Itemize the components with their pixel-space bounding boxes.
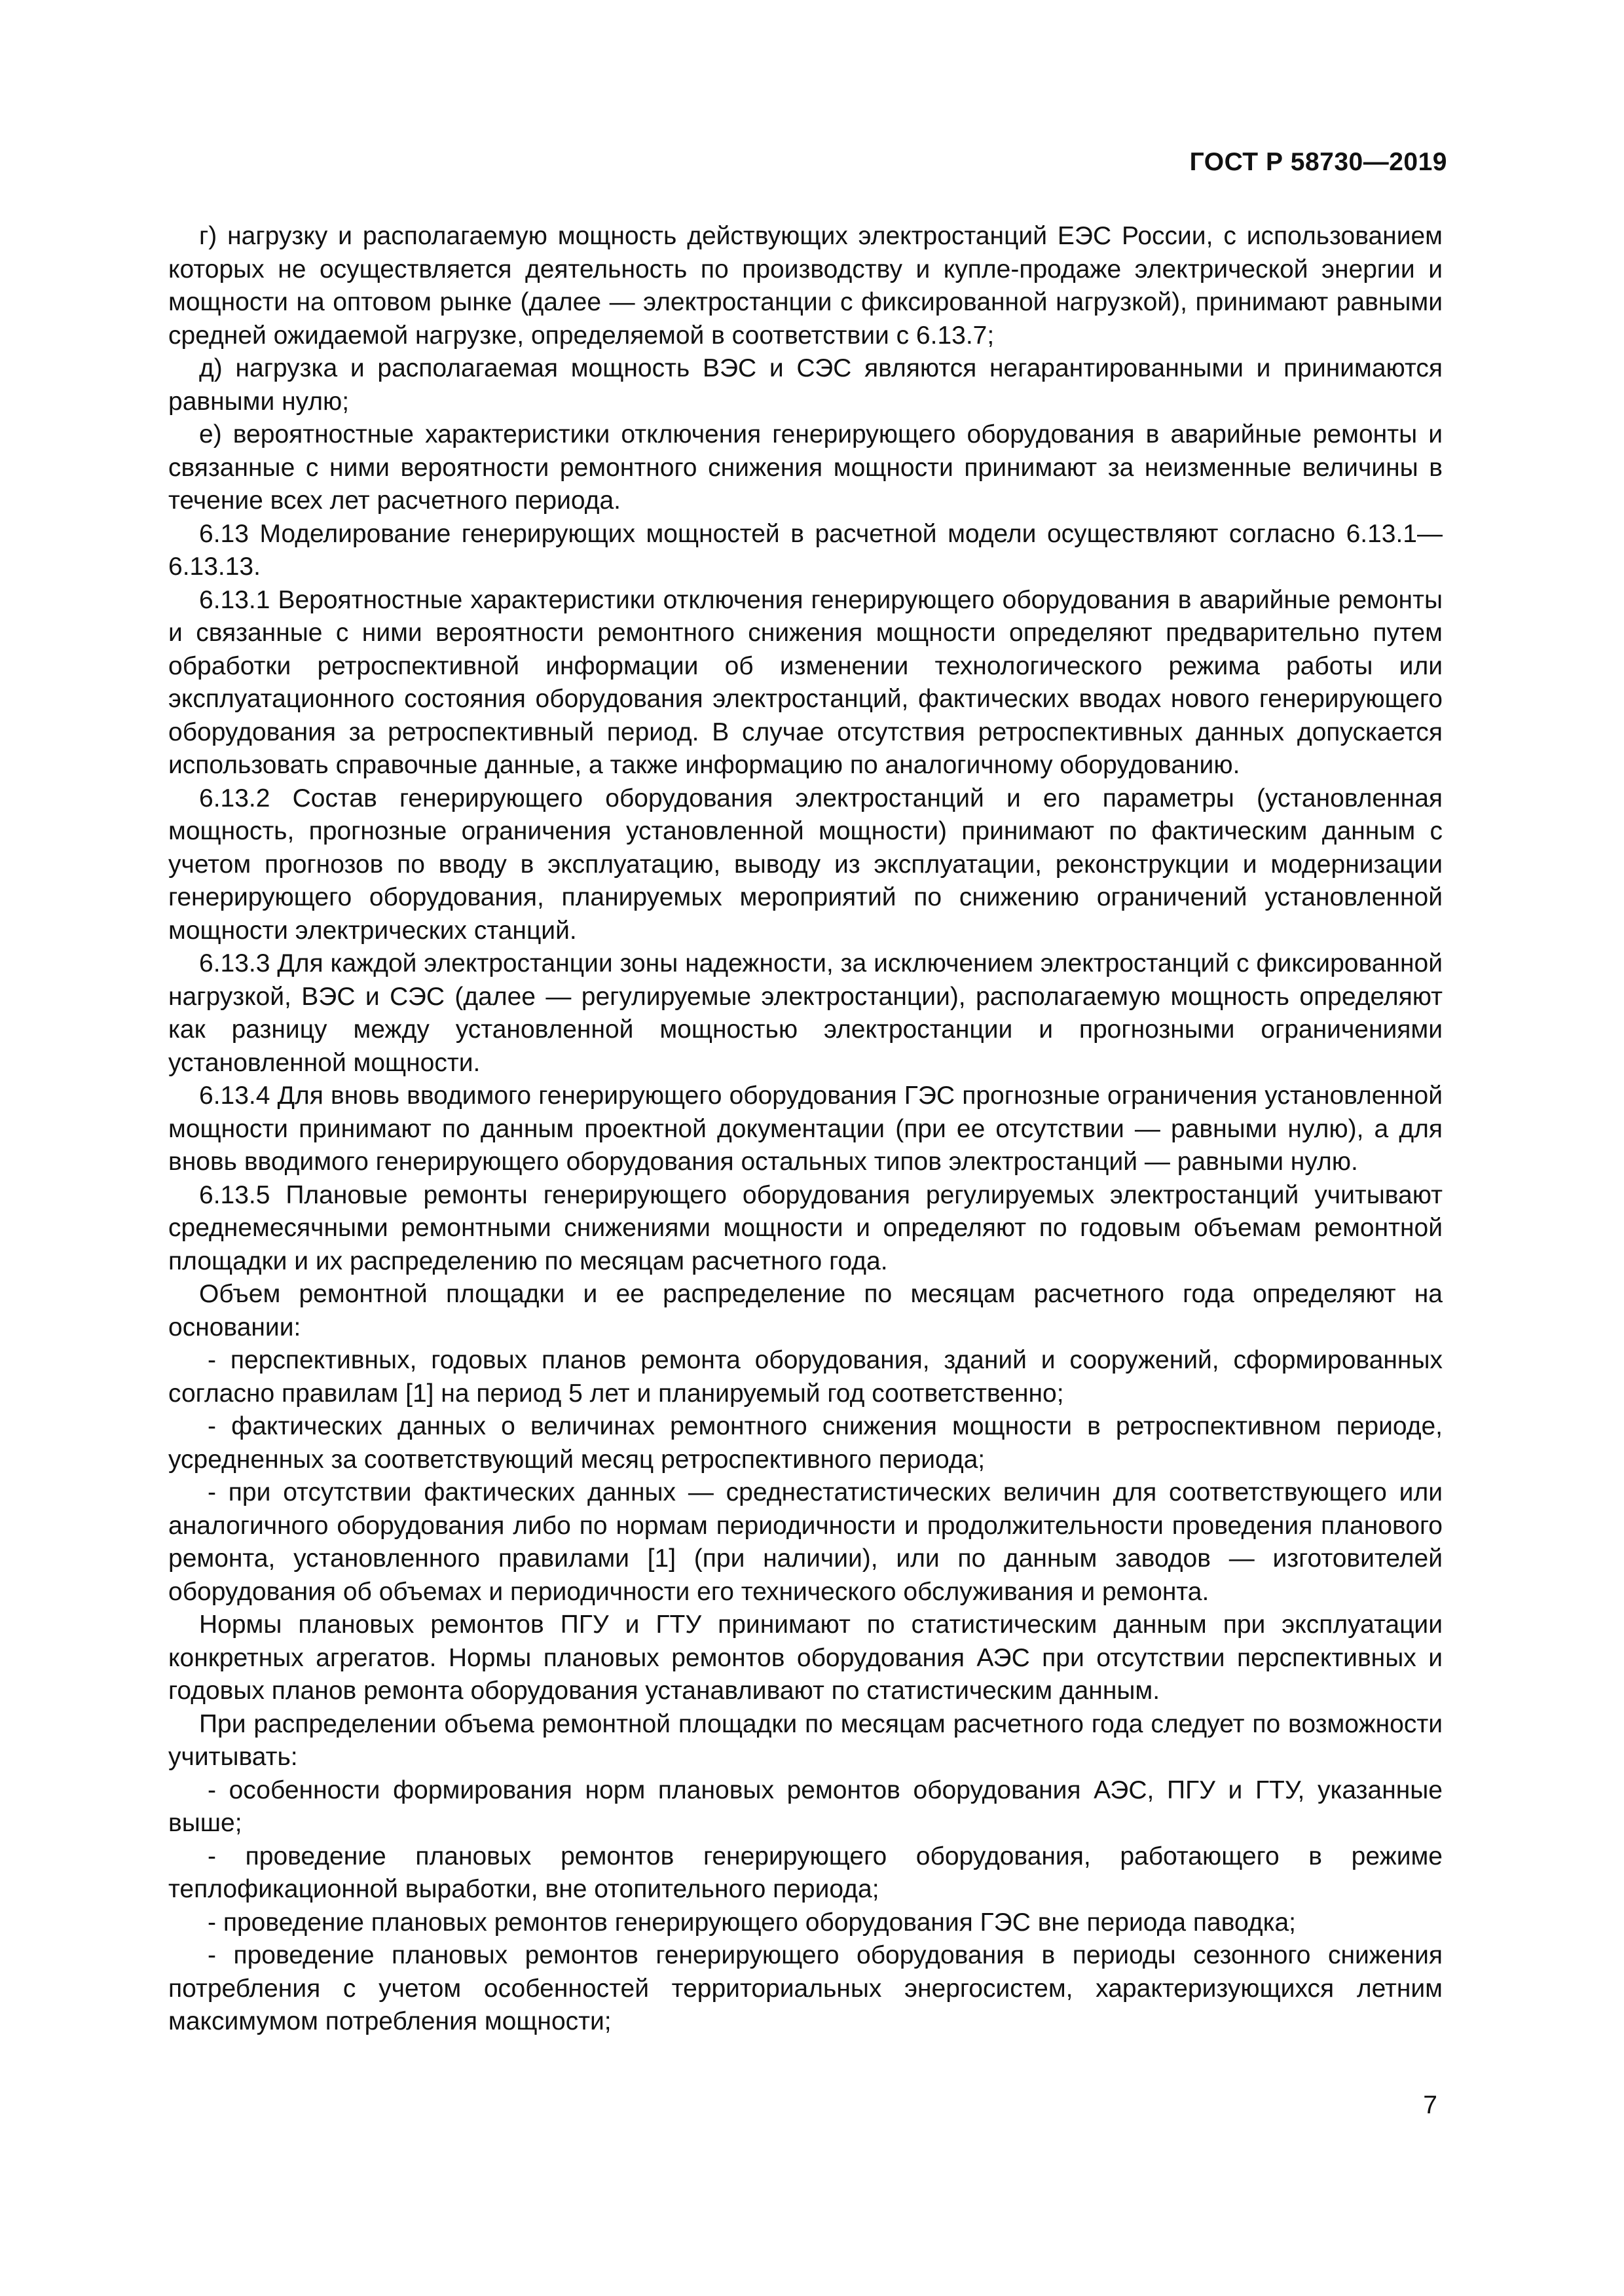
list-item-no-actual-data: - при отсутствии фактических данных — среднестатистических величин для соответствующего или аналогичного оборудования либо по нормам периодичности и продолжительности проведения планового ремонта, установленного правилами [1] (при наличии), или по данным заводов — изготовителей оборудования об объемах и периодичности его технического обслуживания и ремонта.: [168, 1478, 1443, 1606]
paragraph-6-13: 6.13 Моделирование генерирующих мощностей в расчетной модели осуществляют согласно 6.13.1—6.13.13.: [168, 519, 1443, 581]
page-header-standard-code: ГОСТ Р 58730—2019: [1189, 148, 1447, 176]
paragraph-item-d: д) нагрузка и располагаемая мощность ВЭС и СЭС являются негарантированными и принимаются равными нулю;: [168, 354, 1443, 416]
paragraph-6-13-4: 6.13.4 Для вновь вводимого генерирующего оборудования ГЭС прогнозные ограничения установленной мощности принимают по данным проектной документации (при ее отсутствии — равными нулю), а для вновь вводимого генерирующего оборудования остальных типов электростанций — равными нулю.: [168, 1082, 1443, 1176]
document-body: [168, 220, 1443, 2039]
list-item-norm-features: - особенности формирования норм плановых ремонтов оборудования АЭС, ПГУ и ГТУ, указанные выше;: [168, 1776, 1443, 1837]
page-number: 7: [1423, 2091, 1437, 2119]
paragraph-item-e: е) вероятностные характеристики отключения генерирующего оборудования в аварийные ремонты и связанные с ними вероятности ремонтного снижения мощности принимают за неизменные величины в течение всех лет расчетного периода.: [168, 420, 1443, 515]
list-item-heating-period: - проведение плановых ремонтов генерирующего оборудования, работающего в режиме теплофикационной выработки, вне отопительного периода;: [168, 1842, 1443, 1903]
list-item-actual-data: - фактических данных о величинах ремонтного снижения мощности в ретроспективном периоде, усредненных за соответствующий месяц ретроспективного периода;: [168, 1412, 1443, 1474]
paragraph-repair-volume: Объем ремонтной площадки и ее распределение по месяцам расчетного года определяют на основании:: [168, 1280, 1443, 1341]
paragraph-6-13-3: 6.13.3 Для каждой электростанции зоны надежности, за исключением электростанций с фиксированной нагрузкой, ВЭС и СЭС (далее — регулируемые электростанции), располагаемую мощность определяют как разницу между установленной мощностью электростанции и прогнозными ограничениями установленной мощности.: [168, 949, 1443, 1077]
paragraph-6-13-1: 6.13.1 Вероятностные характеристики отключения генерирующего оборудования в аварийные ремонты и связанные с ними вероятности ремонтного снижения мощности определяют предварительно путем обработки ретроспективной информации об изменении технологического режима работы или эксплуатационного состояния оборудования электростанций, фактических вводах нового генерирующего оборудования за ретроспективный период. В случае отсутствия ретроспективных данных допускается использовать справочные данные, а также информацию по аналогичному оборудованию.: [168, 585, 1443, 779]
paragraph-repair-norms: Нормы плановых ремонтов ПГУ и ГТУ принимают по статистическим данным при эксплуатации конкретных агрегатов. Нормы плановых ремонтов оборудования АЭС при отсутствии перспективных и годовых планов ремонта оборудования устанавливают по статистическим данным.: [168, 1611, 1443, 1705]
list-item-flood-period: - проведение плановых ремонтов генерирующего оборудования ГЭС вне периода паводка;: [208, 1908, 1297, 1937]
list-item-seasonal-decrease: - проведение плановых ремонтов генерирующего оборудования в периоды сезонного снижения потребления с учетом особенностей территориальных энергосистем, характеризующихся летним максимумом потребления мощности;: [168, 1941, 1443, 2035]
list-item-plans: - перспективных, годовых планов ремонта оборудования, зданий и сооружений, сформированных согласно правилам [1] на период 5 лет и планируемый год соответственно;: [168, 1346, 1443, 1408]
paragraph-item-g: г) нагрузку и располагаемую мощность действующих электростанций ЕЭС России, с использованием которых не осуществляется деятельность по производству и купле-продаже электрической энергии и мощности на оптовом рынке (далее — электростанции с фиксированной нагрузкой), принимают равными средней ожидаемой нагрузке, определяемой в соответствии с 6.13.7;: [168, 222, 1443, 350]
paragraph-6-13-5: 6.13.5 Плановые ремонты генерирующего оборудования регулируемых электростанций учитывают среднемесячными ремонтными снижениями мощности и определяют по годовым объемам ремонтной площадки и их распределению по месяцам расчетного года.: [168, 1180, 1443, 1275]
paragraph-6-13-2: 6.13.2 Состав генерирующего оборудования электростанций и его параметры (установленная мощность, прогнозные ограничения установленной мощности) принимают по фактическим данным с учетом прогнозов по вводу в эксплуатацию, выводу из эксплуатации, реконструкции и модернизации генерирующего оборудования, планируемых мероприятий по снижению ограничений установленной мощности электрических станций.: [168, 784, 1443, 945]
paragraph-distribution: При распределении объема ремонтной площадки по месяцам расчетного года следует по возможности учитывать:: [168, 1709, 1443, 1771]
